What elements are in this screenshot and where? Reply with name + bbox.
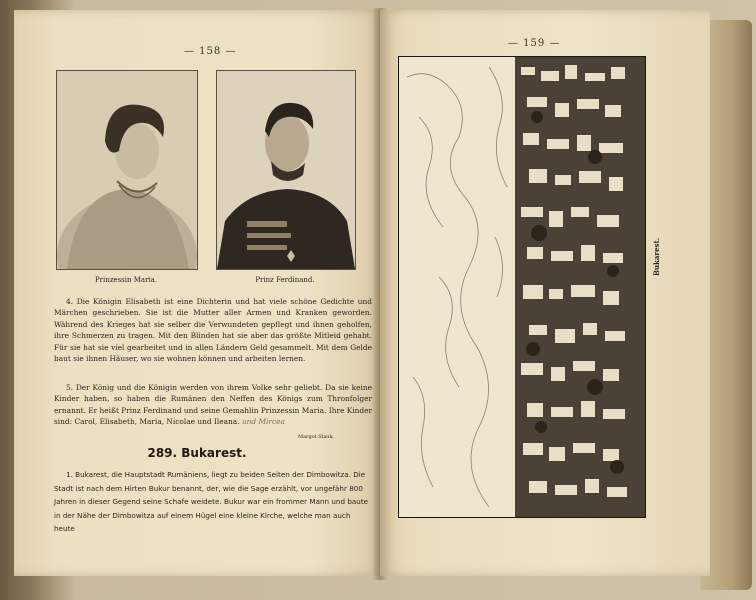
paragraph-bukarest: 1. Bukarest, die Hauptstadt Rumäniens, liegt zu beiden Seiten der Dimbowitza. Die Stadt ist nach dem Hirten Bukur benannt, der, wie die Sage erzählt, vor ungefähr 800 Jahren in dieser Gegend seine Schafe weidete. Bukur war ein frommer Mann und baute in der Nähe der Dimbowitza auf einem Hügel eine kleine Kirche, welche man auch heute — [54, 470, 369, 534]
illustration-bukarest-city-view — [398, 56, 646, 518]
caption-princess-maria: Prinzessin Maria. — [94, 276, 158, 284]
caption-prince-ferdinand: Prinz Ferdinand. — [255, 276, 315, 284]
paragraph-5-text: 5. Der König und die Königin werden von ihrem Volke sehr geliebt. Da sie keine Kinder haben, so haben die Rumänen den Neffen des Königs zum Thronfolger ernannt. Er heißt Prinz Ferdinand und seine Gemahlin Prinzessin Maria. Ihre Kinder sind: Carol, Elisabeth, Maria, Nicolae und Ileana. — [54, 383, 372, 427]
left-page — [14, 10, 380, 576]
portrait-princess-maria — [56, 70, 198, 270]
page-number-right: — 159 — — [508, 38, 561, 49]
paragraph-4: 4. Die Königin Elisabeth ist eine Dichterin und hat viele schöne Gedichte und Märchen geschrieben. Sie ist die Mutter aller Armen und Kranken geworden. Während des Krieges hat sie selber die Verwundeten gepflegt und ihnen geholfen, ihre Schmerzen zu tragen. Mit den Blinden hat sie aber das größte Mitleid gehabt. Für sie hat sie viel gearbeitet und in allen Ländern Geld gesammelt. Mit dem Gelde baut sie ihnen Häuser, wo sie wohnen können und arbeiten lernen. — [54, 297, 372, 364]
section-heading: 289. Bukarest. — [147, 446, 247, 460]
paragraph-5 — [54, 382, 372, 428]
author-signature: Margot Slauk. — [298, 434, 335, 440]
portrait-prince-ferdinand — [216, 70, 356, 270]
handwritten-note: und Mircea — [241, 417, 285, 427]
illustration-caption: Bukarest. — [652, 237, 661, 276]
page-number-left: — 158 — — [184, 46, 237, 57]
